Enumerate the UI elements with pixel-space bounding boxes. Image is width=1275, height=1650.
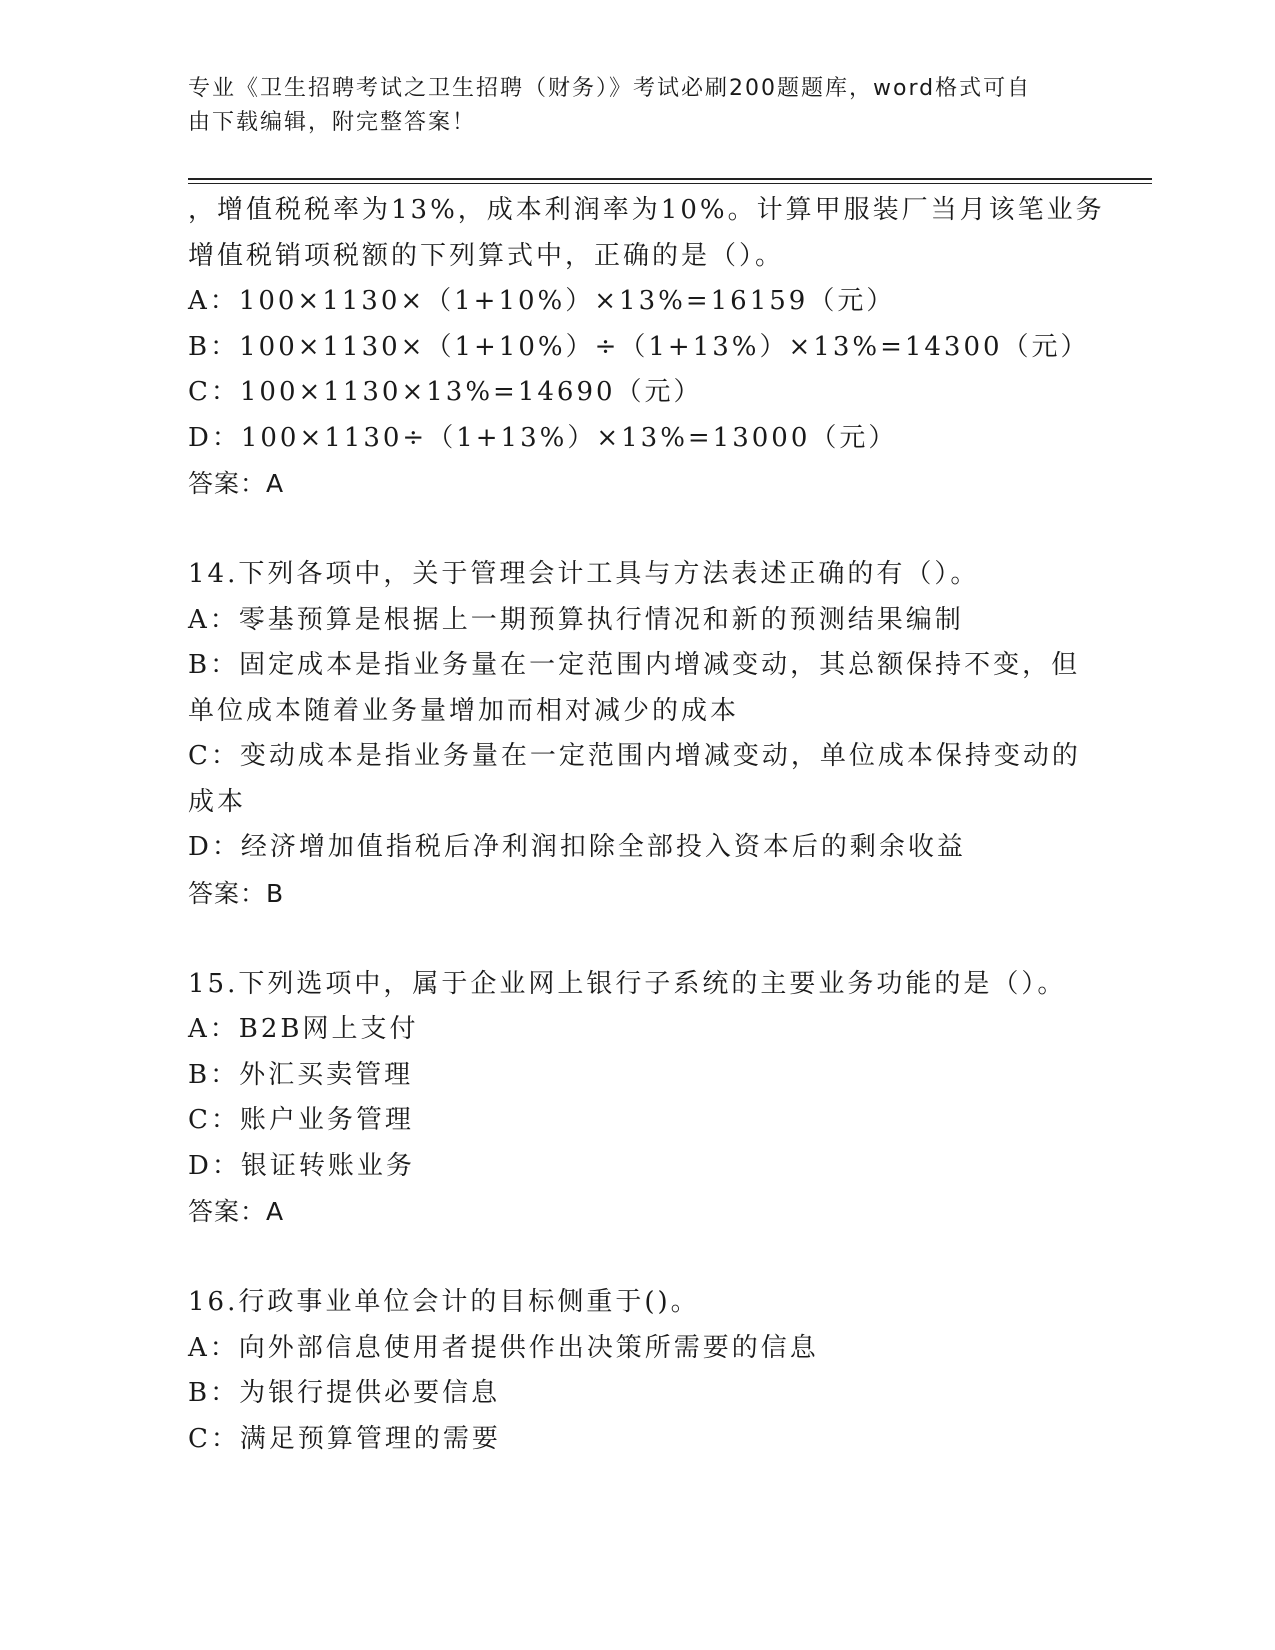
question-16 xyxy=(188,1280,1088,1462)
question-15 xyxy=(188,962,1088,1235)
answer-line: 答案：B xyxy=(188,878,285,908)
spacer xyxy=(188,916,1088,962)
question-13 xyxy=(188,188,1105,507)
option-c: C：满足预算管理的需要 xyxy=(188,1423,501,1454)
option-d: D：100×1130÷（1+13%）×13%=13000（元） xyxy=(188,422,898,453)
question-stem: 15.下列选项中，属于企业网上银行子系统的主要业务功能的是（）。 xyxy=(188,968,1067,999)
header-divider-thick xyxy=(188,178,1152,180)
header-line-2: 由下载编辑，附完整答案！ xyxy=(188,110,477,135)
option-a: A：零基预算是根据上一期预算执行情况和新的预测结果编制 xyxy=(188,604,964,635)
option-b: B：外汇买卖管理 xyxy=(188,1059,414,1090)
question-list xyxy=(188,188,1105,1462)
option-c: C：100×1130×13%=14690（元） xyxy=(188,377,703,407)
option-c: C：变动成本是指业务量在一定范围内增减变动，单位成本保持变动的 xyxy=(188,741,1081,771)
option-a: A：B2B网上支付 xyxy=(188,1014,419,1044)
question-stem: 16.行政事业单位会计的目标侧重于()。 xyxy=(188,1287,700,1317)
option-b: B：100×1130×（1+10%）÷（1+13%）×13%=14300（元） xyxy=(188,331,1090,362)
option-d: D：经济增加值指税后净利润扣除全部投入资本后的剩余收益 xyxy=(188,832,966,862)
question-stem: ，增值税税率为13%，成本利润率为10%。计算甲服装厂当月该笔业务 xyxy=(188,195,1105,225)
question-stem: 增值税销项税额的下列算式中，正确的是（）。 xyxy=(188,240,785,271)
answer-line: 答案：A xyxy=(188,469,285,498)
option-b: B：固定成本是指业务量在一定范围内增减变动，其总额保持不变，但 xyxy=(188,650,1081,680)
header-divider-thin xyxy=(188,183,1152,184)
answer-line: 答案：A xyxy=(188,1197,285,1226)
header-line-1: 专业《卫生招聘考试之卫生招聘（财务）》考试必刷200题题库，word格式可自 xyxy=(188,76,1032,101)
option-c-continued: 成本 xyxy=(188,786,247,817)
option-b-continued: 单位成本随着业务量增加而相对减少的成本 xyxy=(188,695,740,726)
option-b: B：为银行提供必要信息 xyxy=(188,1378,501,1408)
option-c: C：账户业务管理 xyxy=(188,1105,414,1135)
question-stem: 14.下列各项中，关于管理会计工具与方法表述正确的有（）。 xyxy=(188,559,980,589)
option-a: A：向外部信息使用者提供作出决策所需要的信息 xyxy=(188,1332,819,1363)
question-14 xyxy=(188,552,1088,916)
page-header xyxy=(188,72,1078,140)
option-d: D：银证转账业务 xyxy=(188,1150,415,1181)
spacer xyxy=(188,507,1088,553)
option-a: A：100×1130×（1+10%）×13%=16159（元） xyxy=(188,286,896,316)
spacer xyxy=(188,1235,1088,1281)
